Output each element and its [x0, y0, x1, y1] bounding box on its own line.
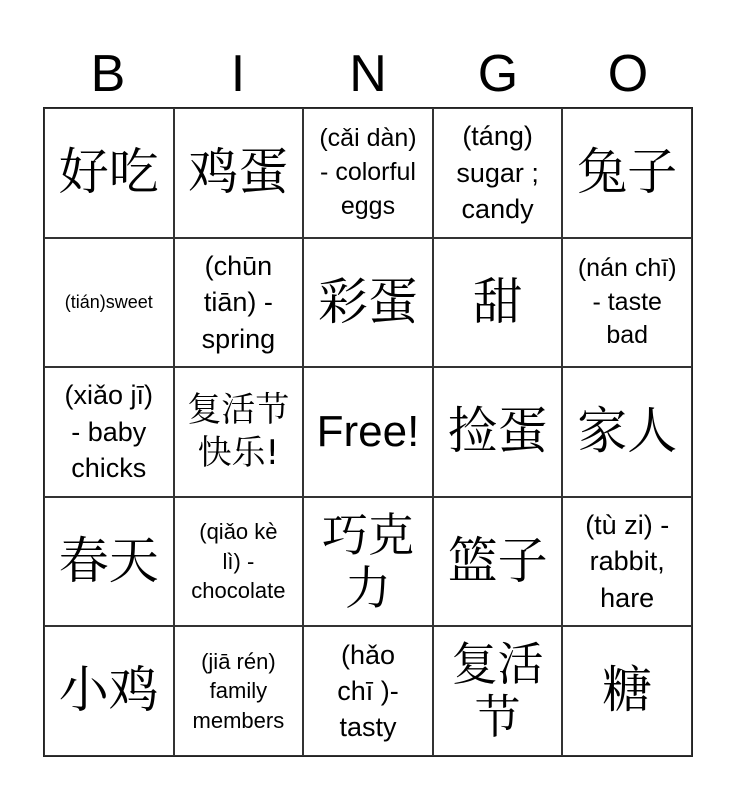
- cell-text: (hǎo chī )- tasty: [337, 639, 399, 743]
- header-letter-o: O: [607, 45, 649, 103]
- bingo-cell[interactable]: [44, 367, 174, 497]
- bingo-cell[interactable]: [174, 367, 304, 497]
- bingo-cell[interactable]: [44, 626, 174, 756]
- bingo-cell[interactable]: [562, 108, 692, 238]
- cell-text: (chūn tiān) - spring: [201, 250, 276, 354]
- cell-text: 小鸡: [58, 661, 159, 720]
- header-letter-n: N: [349, 45, 387, 103]
- cell-text: 兔子: [577, 143, 678, 202]
- cell-text: (jiā rén) family members: [192, 648, 285, 734]
- cell-text: 复活节 快乐!: [187, 390, 290, 473]
- bingo-cell[interactable]: [562, 238, 692, 368]
- cell-text: (nán chī) - taste bad: [577, 253, 677, 350]
- free-space-cell[interactable]: [303, 367, 433, 497]
- bingo-cell[interactable]: [303, 238, 433, 368]
- cell-text: 篮子: [447, 531, 548, 590]
- bingo-cell[interactable]: [433, 626, 563, 756]
- cell-text: 鸡蛋: [188, 143, 289, 202]
- bingo-cell[interactable]: [433, 238, 563, 368]
- header-letter-i: I: [230, 45, 246, 103]
- bingo-cell[interactable]: [174, 626, 304, 756]
- bingo-header: [43, 44, 693, 104]
- bingo-cell[interactable]: [44, 238, 174, 368]
- bingo-cell[interactable]: [44, 497, 174, 627]
- bingo-cell[interactable]: [303, 497, 433, 627]
- header-letter-g: G: [477, 45, 519, 103]
- bingo-cell[interactable]: [174, 497, 304, 627]
- bingo-cell[interactable]: [303, 626, 433, 756]
- bingo-cell[interactable]: [44, 108, 174, 238]
- bingo-cell[interactable]: [562, 367, 692, 497]
- cell-text: 巧克 力: [321, 507, 414, 615]
- free-space-label: Free!: [316, 406, 420, 456]
- cell-text: (tián)sweet: [64, 291, 153, 312]
- cell-text: 甜: [472, 272, 523, 331]
- cell-text: 捡蛋: [447, 402, 548, 461]
- bingo-cell[interactable]: [562, 626, 692, 756]
- cell-text: (qiǎo kè lì) - chocolate: [191, 519, 286, 604]
- cell-text: 复活 节: [451, 637, 544, 745]
- bingo-grid: [43, 107, 693, 757]
- bingo-cell[interactable]: [433, 497, 563, 627]
- cell-text: (cǎi dàn) - colorful eggs: [319, 124, 417, 220]
- cell-text: 春天: [58, 531, 159, 590]
- bingo-cell[interactable]: [303, 108, 433, 238]
- header-letter-b: B: [90, 45, 126, 103]
- cell-text: (táng) sugar ; candy: [456, 121, 539, 225]
- cell-text: (tù zi) - rabbit, hare: [585, 509, 670, 613]
- bingo-cell[interactable]: [174, 108, 304, 238]
- bingo-cell[interactable]: [174, 238, 304, 368]
- cell-text: 彩蛋: [317, 272, 418, 331]
- bingo-cell[interactable]: [433, 108, 563, 238]
- cell-text: 糖: [602, 661, 653, 720]
- cell-text: 好吃: [58, 143, 159, 202]
- bingo-cell[interactable]: [562, 497, 692, 627]
- bingo-cell[interactable]: [433, 367, 563, 497]
- cell-text: (xiǎo jī) - baby chicks: [64, 380, 154, 484]
- cell-text: 家人: [577, 402, 678, 461]
